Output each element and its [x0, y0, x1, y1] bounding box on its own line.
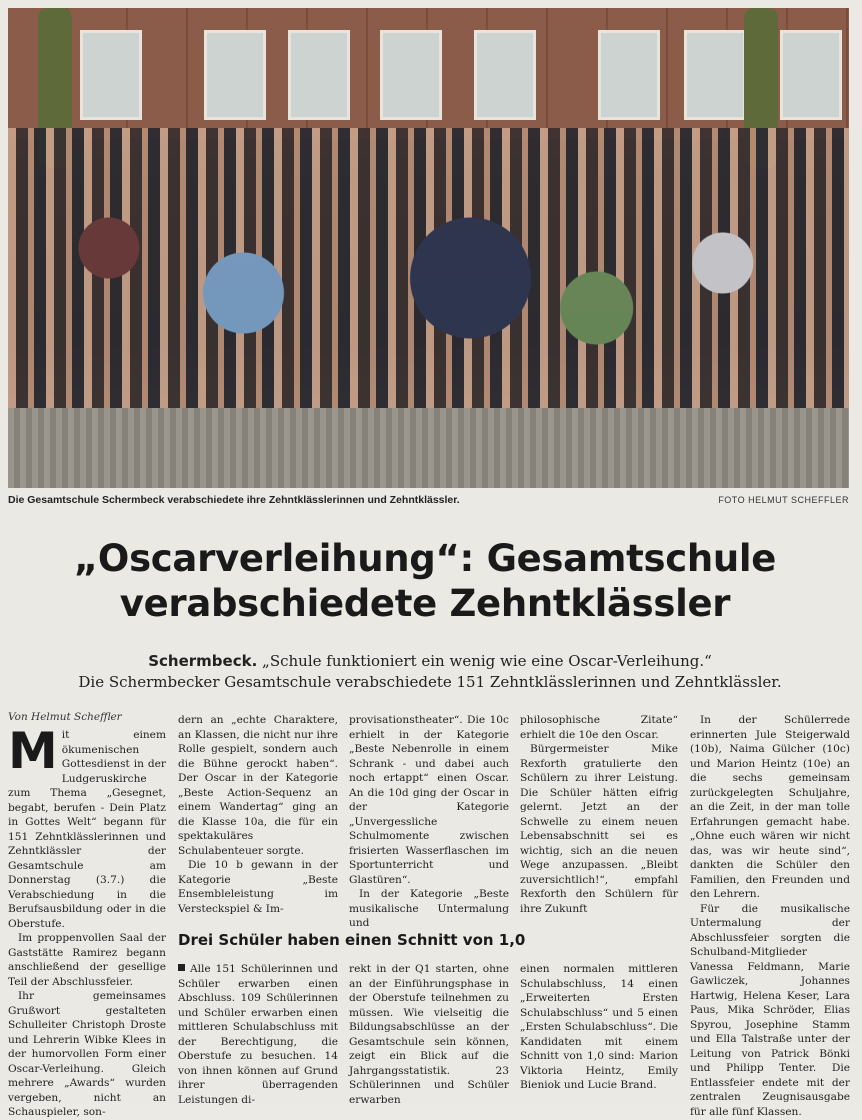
paved-ground [8, 408, 849, 488]
window [288, 30, 350, 120]
col4-p2: Bürgermeister Mike Rexforth gratulierte den Schülern zu ihrer Leistung. Die Schüler hätten eifrig gelernt. Jetzt an der Schwelle zu einem neuen Lebensabschnitt sei es wichtig, sich an die neuen Wege anzupassen. „Bleibt zuversichtlich!“, empfahl Rexforth den Schülern für ihre Zukunft [520, 743, 678, 915]
lead [20, 651, 840, 693]
col1-p1: it einem ökumenischen Gottesdienst in der Ludgeruskirche zum Thema „Gesegnet, begabt, berufen - Dein Platz in Gottes Welt“ begann für 151 Zehntklässlerinnen und Zehntklässler der Gesamtschule am Donnerstag (3.7.) die Verabschiedung in die Berufsausbildung oder in die Oberstufe. [8, 729, 166, 930]
headline [40, 536, 810, 626]
col5-p2: Für die musikalische Untermalung der Abschlussfeier sorgten die Schulband-Mitglieder Vanessa Feldmann, Marie Gawliczek, Johannes Hartwig, Helena Keser, Lara Paus, Mika Schröder, Elias Spyrou, Josephine Stamm und Ella Talstraße unter der Leitung von Patrick Bönki und Philipp Tenter. Die Entlassfeier endete mit der zentralen Zeugnisausgabe für alle fünf Klassen. [690, 902, 850, 1118]
bullet-square-icon [178, 964, 185, 971]
photo-credit: FOTO HELMUT SCHEFFLER [718, 495, 849, 505]
box-c1: Alle 151 Schülerinnen und Schüler erwarben einen Abschluss. 109 Schülerinnen und Schüler erwarben einen mittleren Schulabschluss mit der Berechtigung, die Oberstufe zu besuchen. 14 von ihnen können auf Grund ihrer überragenden Leistungen di- [178, 963, 338, 1106]
box-column-3 [520, 962, 678, 1093]
students-crowd [8, 128, 849, 428]
box-c3: einen normalen mittleren Schulabschluss, 14 einen „Erweiterten Ersten Schulabschluss“ und 5 einen „Ersten Schulabschluss“. Die Kandidaten mit einem Schnitt von 1,0 sind: Marion Viktoria Heintz, Emily Bieniok und Lucie Brand. [520, 963, 678, 1091]
photo-caption: Die Gesamtschule Schermbeck verabschiedete ihre Zehntklässlerinnen und Zehntklässler. [8, 494, 460, 506]
group-photo [8, 8, 849, 488]
headline-line-1: „Oscarverleihung“: Gesamtschule [73, 537, 777, 580]
box-subheadline: Drei Schüler haben einen Schnitt von 1,0 [178, 931, 526, 949]
col1-p3: Ihr gemeinsames Grußwort gestalteten Schulleiter Christoph Droste und Lehrerin Wibke Klees in der humorvollen Form einer Oscar-Verleihung. Gleich mehrere „Awards“ wurden vergeben, nicht an Schauspieler, son- [8, 990, 166, 1118]
headline-line-2: verabschiedete Zehntklässler [119, 582, 731, 625]
column-2 [178, 713, 338, 916]
column-3 [349, 713, 509, 931]
window [598, 30, 660, 120]
window [474, 30, 536, 120]
lead-place: Schermbeck. [148, 652, 258, 670]
box-column-2 [349, 962, 509, 1107]
window [80, 30, 142, 120]
col2-p1: dern an „echte Charaktere, an Klassen, die nicht nur ihre Rolle gespielt, sondern auch die Bühne gerockt haben“. Der Oscar in der Kategorie „Beste Action-Sequenz an einem Wandertag“ ging an die Klasse 10a, die für ein spektakuläres Schulabenteuer sorgte. [178, 714, 338, 857]
col5-p1: In der Schülerrede erinnerten Jule Steigerwald (10b), Naima Gülcher (10c) und Marion Heintz (10e) an die sechs gemeinsam zurückgelegten Schuljahre, an die Zeit, in der man tolle Erfahrungen gemacht habe. „Ohne euch wären wir nicht das, was wir heute sind“, dankten die Schüler den Familien, den Freunden und den Lehrern. [690, 714, 850, 900]
col3-p2: In der Kategorie „Beste musikalische Untermalung und [349, 888, 509, 929]
col3-p1: provisationstheater“. Die 10c erhielt in der Kategorie „Beste Nebenrolle in einem Schrank - und dabei auch noch ertappt“ einen Oscar. An die 10d ging der Oscar in der Kategorie „Unvergessliche Schulmomente zwischen frisierten Wasserflaschen im Sportunterricht und Glastüren“. [349, 714, 509, 886]
drop-cap: M [8, 722, 58, 780]
lead-quote: „Schule funktioniert ein wenig wie eine Oscar-Verleihung.“ [257, 652, 712, 670]
byline: Von Helmut Scheffler [8, 711, 122, 723]
box-column-1 [178, 962, 338, 1107]
col1-p2: Im proppenvollen Saal der Gaststätte Ramirez begann anschließend der gesellige Teil der Abschlussfeier. [8, 932, 166, 988]
col2-p2: Die 10 b gewann in der Kategorie „Beste Ensembleleistung im Versteckspiel & Im- [178, 859, 338, 915]
window [204, 30, 266, 120]
column-4 [520, 713, 678, 916]
window [684, 30, 746, 120]
box-c2: rekt in der Q1 starten, ohne an der Einführungsphase in der Oberstufe teilnehmen zu müssen. Wie vielseitig die Bildungsabschlüsse an der Gesamtschule sein können, zeigt ein Blick auf die Jahrgangsstatistik. 23 Schülerinnen und Schüler erwarben [349, 963, 509, 1106]
window [380, 30, 442, 120]
lead-line-2: Die Schermbecker Gesamtschule verabschiedete 151 Zehntklässlerinnen und Zehntklässler. [78, 673, 782, 691]
column-5 [690, 713, 850, 1119]
col4-p1: philosophische Zitate“ erhielt die 10e den Oscar. [520, 714, 678, 741]
column-1 [8, 722, 166, 1120]
window [780, 30, 842, 120]
